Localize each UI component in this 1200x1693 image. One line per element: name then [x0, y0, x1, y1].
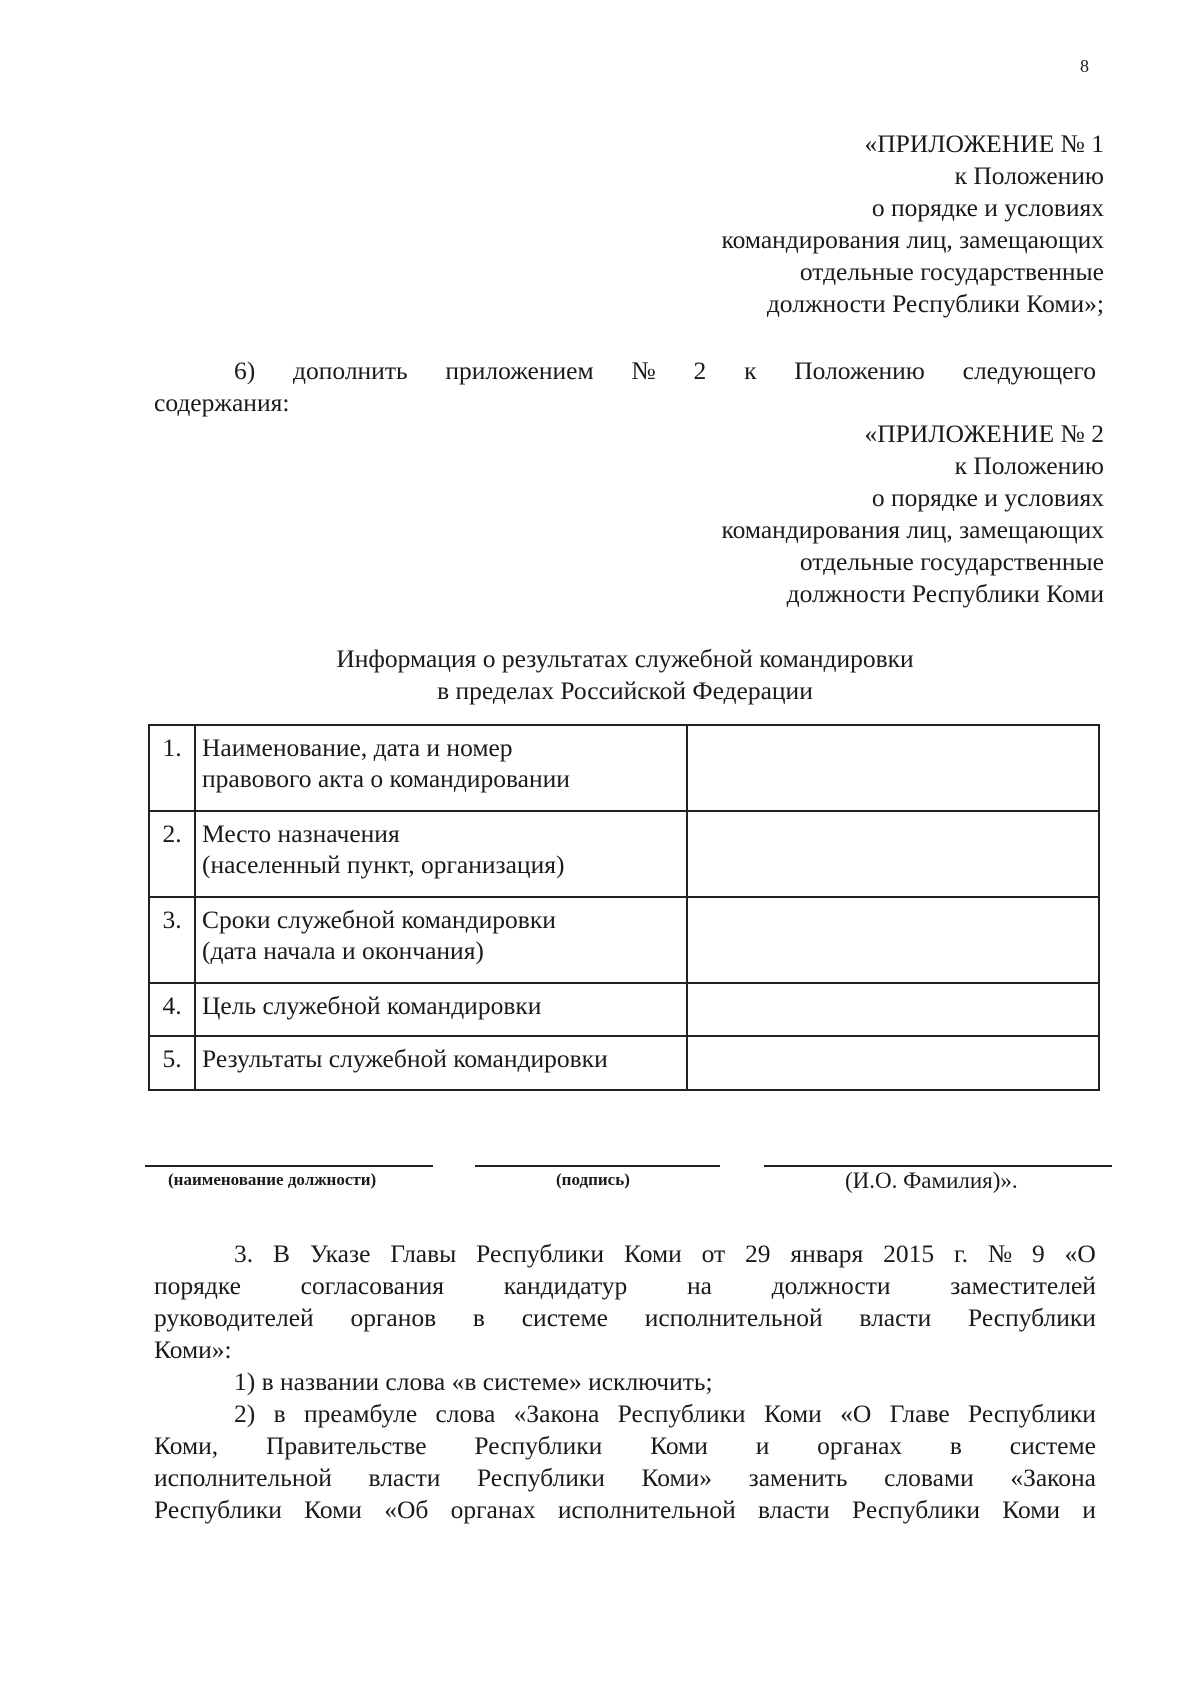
word: Правительстве [265, 1431, 427, 1460]
appendix-2-header [722, 418, 1104, 610]
word: «Закона [1010, 1463, 1096, 1492]
row-label-line: Сроки служебной командировки [202, 905, 556, 934]
table-row [149, 983, 1099, 1036]
word: приложением [445, 356, 594, 385]
word: № [631, 356, 656, 385]
word: № [987, 1239, 1013, 1268]
word: порядке [154, 1271, 241, 1300]
word: «Закона [513, 1399, 600, 1428]
word: следующего [962, 356, 1096, 385]
row-number: 1. [149, 725, 195, 811]
word: 3. [234, 1239, 254, 1268]
row-value-cell [687, 1036, 1099, 1090]
word: Коми [304, 1495, 362, 1524]
item-2-line [154, 1494, 1096, 1526]
row-number: 3. [149, 897, 195, 983]
appendix-2-line: отдельные государственные [799, 547, 1104, 576]
word: 2015 [883, 1239, 935, 1268]
word: 9 [1032, 1239, 1045, 1268]
row-number: 2. [149, 811, 195, 897]
word: Республики [154, 1495, 282, 1524]
paragraph-3-line [234, 1238, 1096, 1270]
row-label-line: Место назначения [202, 819, 400, 848]
row-label-line: правового акта о командировании [202, 764, 570, 793]
word: органов [350, 1303, 437, 1332]
word: г. [954, 1239, 968, 1268]
word: Республики [617, 1399, 746, 1428]
appendix-2-line: командирования лиц, замещающих [721, 515, 1104, 544]
word: в [273, 1399, 286, 1428]
appendix-1-line: отдельные государственные [799, 257, 1104, 286]
word: дополнить [293, 356, 408, 385]
word: 29 [745, 1239, 771, 1268]
item-6-continuation: содержания: [154, 388, 290, 417]
row-label-line: Наименование, дата и номер [202, 733, 513, 762]
appendix-1-header [722, 128, 1104, 320]
word: системе [1009, 1431, 1096, 1460]
word: исполнительной [154, 1463, 332, 1492]
word: в [949, 1431, 962, 1460]
appendix-2-line: должности Республики Коми [786, 579, 1104, 608]
word: Положению [794, 356, 925, 385]
row-label [195, 897, 687, 983]
word: «Об [384, 1495, 429, 1524]
row-value-cell [687, 725, 1099, 811]
word: преамбуле [303, 1399, 418, 1428]
word: января [790, 1239, 864, 1268]
row-value-cell [687, 983, 1099, 1036]
word: 2 [693, 356, 707, 385]
word: Коми, [154, 1431, 219, 1460]
word: власти [368, 1463, 441, 1492]
paragraph-3-line [154, 1270, 1096, 1302]
item-1-line: 1) в названии слова «в системе» исключить; [234, 1367, 713, 1396]
paragraph-3-line [154, 1302, 1096, 1334]
word: и [1082, 1495, 1096, 1524]
word: Республики [476, 1463, 605, 1492]
word: 2) [234, 1399, 256, 1428]
name-caption: (И.О. Фамилия)». [845, 1168, 1018, 1193]
word: заменить [748, 1463, 848, 1492]
word: исполнительной [644, 1303, 823, 1332]
word: системе [521, 1303, 608, 1332]
row-value-cell [687, 811, 1099, 897]
row-label [195, 1036, 687, 1090]
signature-caption: (подпись) [556, 1170, 630, 1189]
word: кандидатур [503, 1271, 628, 1300]
row-label [195, 811, 687, 897]
word: заместителей [950, 1271, 1096, 1300]
item-6-line [234, 355, 1096, 387]
table-row [149, 1036, 1099, 1090]
name-signature-line [764, 1165, 1112, 1167]
item-2-line [154, 1462, 1096, 1494]
row-label [195, 983, 687, 1036]
word: руководителей [154, 1303, 314, 1332]
word: органах [450, 1495, 536, 1524]
word: на [686, 1271, 712, 1300]
appendix-2-line: о порядке и условиях [871, 483, 1104, 512]
word: В [272, 1239, 290, 1268]
word: и [755, 1431, 770, 1460]
row-label-line: (населенный пункт, организация) [202, 850, 565, 879]
word: должности [771, 1271, 891, 1300]
word: Коми [763, 1399, 822, 1428]
word: в [472, 1303, 485, 1332]
row-label-line: Цель служебной командировки [202, 991, 542, 1020]
word: Коми [650, 1431, 708, 1460]
word: Главы [390, 1239, 457, 1268]
word: Республики [474, 1431, 603, 1460]
form-title [154, 643, 1096, 707]
page-number: 8 [1080, 56, 1089, 76]
appendix-1-line: должности Республики Коми»; [766, 289, 1104, 318]
word: власти [859, 1303, 932, 1332]
word: согласования [300, 1271, 445, 1300]
word: Республики [852, 1495, 980, 1524]
signature-line [475, 1165, 720, 1167]
table-row [149, 725, 1099, 811]
word: власти [757, 1495, 830, 1524]
table-row [149, 811, 1099, 897]
item-2-line [234, 1398, 1096, 1430]
word: словами [884, 1463, 974, 1492]
word: Республики [476, 1239, 605, 1268]
appendix-1-line: о порядке и условиях [871, 193, 1104, 222]
form-title-line-1: Информация о результатах служебной командировки [336, 644, 914, 673]
word: «О [840, 1399, 872, 1428]
appendix-2-line: к Положению [954, 451, 1104, 480]
word: к [744, 356, 757, 385]
appendix-1-line: командирования лиц, замещающих [721, 225, 1104, 254]
word: от [701, 1239, 726, 1268]
word: Указе [309, 1239, 371, 1268]
word: Коми [623, 1239, 682, 1268]
appendix-1-line: «ПРИЛОЖЕНИЕ № 1 [864, 129, 1104, 158]
word: Коми [1002, 1495, 1061, 1524]
word: Коми» [641, 1463, 713, 1492]
row-label-line: (дата начала и окончания) [202, 936, 484, 965]
word: слова [435, 1399, 496, 1428]
item-2-line [154, 1430, 1096, 1462]
word: исполнительной [557, 1495, 736, 1524]
appendix-1-line: к Положению [954, 161, 1104, 190]
trip-info-table [148, 724, 1100, 1091]
row-value-cell [687, 897, 1099, 983]
paragraph-3-last-line: Коми»: [154, 1335, 232, 1364]
row-number: 5. [149, 1036, 195, 1090]
word: «О [1064, 1239, 1096, 1268]
word: Республики [968, 1399, 1096, 1428]
appendix-2-line: «ПРИЛОЖЕНИЕ № 2 [864, 419, 1104, 448]
word: Главе [889, 1399, 950, 1428]
form-title-line-2: в пределах Российской Федерации [437, 676, 813, 705]
row-label-line: Результаты служебной командировки [202, 1044, 608, 1073]
table-row [149, 897, 1099, 983]
word: 6) [234, 356, 256, 385]
word: Республики [968, 1303, 1096, 1332]
position-caption: (наименование должности) [168, 1170, 377, 1189]
word: органах [817, 1431, 903, 1460]
row-number: 4. [149, 983, 195, 1036]
position-signature-line [145, 1165, 433, 1167]
row-label [195, 725, 687, 811]
